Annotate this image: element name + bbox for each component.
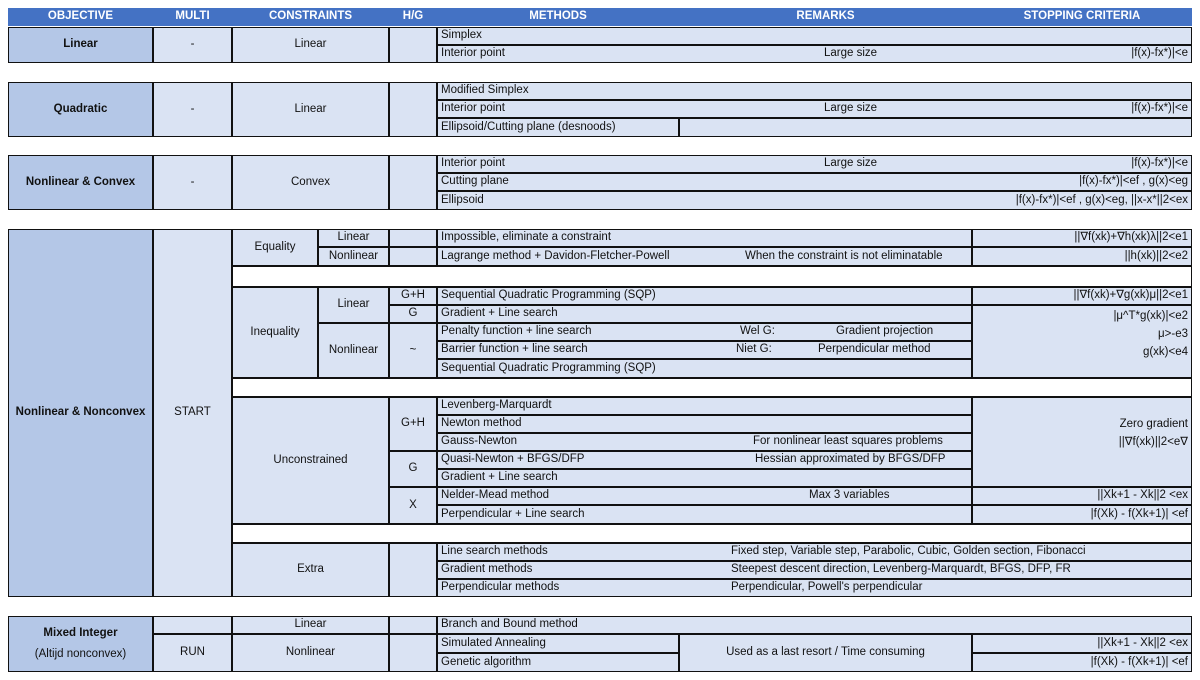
objective-label: Linear — [63, 38, 98, 51]
method-label: Gauss-Newton — [441, 435, 518, 448]
method-row — [437, 323, 972, 341]
stopping-cell: ||∇f(xk)+∇g(xk)μ||2<e1 — [972, 287, 1192, 305]
method-label: Gradient methods — [441, 563, 533, 576]
method-row — [437, 505, 972, 524]
stopping-cell — [972, 305, 1192, 378]
method-row — [437, 27, 1192, 45]
stopping-text: Zero gradient — [1119, 418, 1188, 430]
objective-label: Mixed Integer — [43, 626, 118, 639]
method-row — [437, 173, 1192, 191]
subtype-nonlinear: Nonlinear — [318, 323, 389, 378]
method-label: Cutting plane — [441, 175, 509, 188]
method-label: Simulated Annealing — [441, 636, 546, 649]
hg-cell: ~ — [389, 323, 437, 378]
method-row — [437, 229, 972, 247]
stopping-text: |μ^T*g(xk)|<e2 — [1113, 310, 1188, 322]
method-label: Simplex — [441, 29, 482, 42]
method-row — [437, 415, 972, 433]
method-row — [437, 359, 972, 378]
stopping-cell: |f(Xk) - f(Xk+1)| <ef — [972, 505, 1192, 524]
remark-cell — [679, 118, 1192, 137]
objective-convex — [8, 155, 153, 210]
method-row — [437, 341, 972, 359]
stopping-cell: ||∇f(xk)+∇h(xk)λ||2<e1 — [972, 229, 1192, 247]
hg-cell — [389, 155, 437, 210]
header-methods: METHODS — [437, 8, 679, 26]
method-label: Gradient + Line search — [441, 307, 558, 320]
method-label: Interior point — [441, 157, 505, 170]
hg-cell — [389, 634, 437, 672]
method-row — [437, 247, 972, 266]
stopping-text: g(xk)<e4 — [1142, 346, 1188, 358]
header-constraints: CONSTRAINTS — [232, 8, 389, 26]
method-row — [437, 191, 1192, 210]
constraints-cell: Convex — [232, 155, 389, 210]
method-label: Impossible, eliminate a constraint — [441, 231, 612, 244]
stopping-cell — [972, 397, 1192, 487]
objective-label: Quadratic — [53, 102, 108, 115]
method-row — [437, 561, 1192, 579]
method-row — [437, 451, 972, 469]
method-row — [437, 45, 1192, 63]
method-row — [437, 469, 972, 487]
equality-label: Equality — [232, 229, 318, 266]
stopping-text: ||∇f(xk)||2<e∇ — [1118, 436, 1188, 448]
method-row — [437, 305, 972, 323]
spacer-row — [232, 266, 1192, 287]
multi-cell: - — [153, 155, 232, 210]
subtype-linear: Linear — [318, 287, 389, 323]
hg-cell — [389, 82, 437, 137]
stopping-cell: ||Xk+1 - Xk||2 <ex — [972, 487, 1192, 505]
method-label: Penalty function + line search — [441, 325, 592, 338]
stopping-cell: ||h(xk)||2<e2 — [972, 247, 1192, 266]
method-label: Sequential Quadratic Programming (SQP) — [441, 289, 656, 302]
method-label: Lagrange method + Davidon-Fletcher-Powell — [441, 249, 670, 262]
method-row — [437, 487, 972, 505]
objective-nonconvex — [8, 229, 153, 597]
hg-cell — [389, 27, 437, 63]
method-row — [437, 653, 679, 672]
hg-cell — [389, 229, 437, 247]
objective-mixed-integer — [8, 616, 153, 672]
subtype-nonlinear: Nonlinear — [318, 247, 389, 266]
stopping-text: μ>-e3 — [1158, 328, 1188, 340]
extra-label: Extra — [232, 543, 389, 597]
header-stopping: STOPPING CRITERIA — [972, 8, 1192, 26]
remark-text: Gradient projection — [836, 325, 934, 338]
method-row — [437, 118, 679, 137]
method-label: Line search methods — [441, 545, 548, 558]
method-label: Perpendicular + Line search — [441, 507, 585, 520]
hg-cell: X — [389, 487, 437, 524]
spacer-row — [232, 378, 1192, 397]
subtype-linear: Linear — [318, 229, 389, 247]
hg-cell: G+H — [389, 287, 437, 305]
hg-cell: G — [389, 451, 437, 487]
header-multi: MULTI — [153, 8, 232, 26]
header-hg: H/G — [389, 8, 437, 26]
method-label: Perpendicular methods — [441, 581, 560, 594]
objective-label: Nonlinear & Convex — [25, 175, 136, 188]
unconstrained-label: Unconstrained — [232, 397, 389, 524]
method-row — [437, 100, 1192, 118]
multi-cell: - — [153, 27, 232, 63]
stopping-text: |f(x)-fx*)|<e — [1131, 102, 1188, 115]
constraints-cell: Linear — [232, 27, 389, 63]
stopping-text: |f(x)-fx*)|<ef , g(x)<eg — [1079, 175, 1188, 188]
method-label: Ellipsoid — [441, 193, 484, 206]
remark-text: When the constraint is not eliminatable — [745, 249, 943, 262]
method-row — [437, 155, 1192, 173]
constraints-cell: Linear — [232, 82, 389, 137]
hg-cell: G+H — [389, 397, 437, 451]
method-label: Modified Simplex — [441, 84, 529, 97]
stopping-cell: ||Xk+1 - Xk||2 <ex — [972, 634, 1192, 653]
method-row — [437, 287, 972, 305]
objective-sublabel: (Altijd nonconvex) — [34, 648, 127, 660]
hg-cell — [389, 247, 437, 266]
method-row — [437, 397, 972, 415]
remark-cell: Used as a last resort / Time consuming — [679, 634, 972, 672]
hg-cell: G — [389, 305, 437, 323]
method-row — [437, 433, 972, 451]
spacer-row — [232, 524, 1192, 543]
method-row — [437, 543, 1192, 561]
method-row — [437, 579, 1192, 597]
stopping-cell: |f(Xk) - f(Xk+1)| <ef — [972, 653, 1192, 672]
stopping-text: |f(x)-fx*)|<ef , g(x)<eg, ||x-x*||2<ex — [1015, 193, 1188, 206]
remark-text: Wel G: — [740, 325, 775, 338]
remark-text: Perpendicular, Powell's perpendicular — [731, 581, 923, 594]
method-row — [437, 616, 1192, 634]
constraints-cell: Nonlinear — [232, 634, 389, 672]
objective-quadratic — [8, 82, 153, 137]
remark-text: Fixed step, Variable step, Parabolic, Cubic, Golden section, Fibonacci — [731, 545, 1086, 558]
remark-text: Perpendicular method — [818, 343, 931, 356]
inequality-label: Inequality — [232, 287, 318, 378]
constraints-cell: Linear — [232, 616, 389, 634]
method-label: Interior point — [441, 102, 505, 115]
method-row — [437, 82, 1192, 100]
method-label: Interior point — [441, 47, 505, 60]
header-objective: OBJECTIVE — [8, 8, 153, 26]
method-label: Genetic algorithm — [441, 655, 532, 668]
remark-text: Steepest descent direction, Levenberg-Marquardt, BFGS, DFP, FR — [731, 563, 1071, 576]
remark-text: Hessian approximated by BFGS/DFP — [755, 453, 946, 466]
method-label: Quasi-Newton + BFGS/DFP — [441, 453, 585, 466]
remark-text: For nonlinear least squares problems — [753, 435, 943, 448]
multi-cell — [153, 616, 232, 634]
method-label: Nelder-Mead method — [441, 489, 550, 502]
method-row — [437, 634, 679, 653]
remark-text: Large size — [824, 47, 878, 60]
remark-text: Niet G: — [736, 343, 772, 356]
hg-cell — [389, 543, 437, 597]
remark-text: Max 3 variables — [809, 489, 890, 502]
objective-linear — [8, 27, 153, 63]
objective-label: Nonlinear & Nonconvex — [15, 406, 146, 419]
remark-text: Large size — [824, 102, 878, 115]
remark-text: Large size — [824, 157, 878, 170]
method-label: Gradient + Line search — [441, 471, 558, 484]
method-label: Levenberg-Marquardt — [441, 399, 552, 412]
header-remarks: REMARKS — [679, 8, 972, 26]
stopping-text: |f(x)-fx*)|<e — [1131, 47, 1188, 60]
method-label: Ellipsoid/Cutting plane (desnoods) — [441, 120, 616, 133]
method-label: Sequential Quadratic Programming (SQP) — [441, 361, 656, 374]
method-label: Newton method — [441, 417, 522, 430]
multi-cell: START — [153, 229, 232, 597]
stopping-text: |f(x)-fx*)|<e — [1131, 157, 1188, 170]
method-label: Barrier function + line search — [441, 343, 588, 356]
multi-cell: RUN — [153, 634, 232, 672]
multi-cell: - — [153, 82, 232, 137]
hg-cell — [389, 616, 437, 634]
method-label: Branch and Bound method — [441, 618, 578, 631]
